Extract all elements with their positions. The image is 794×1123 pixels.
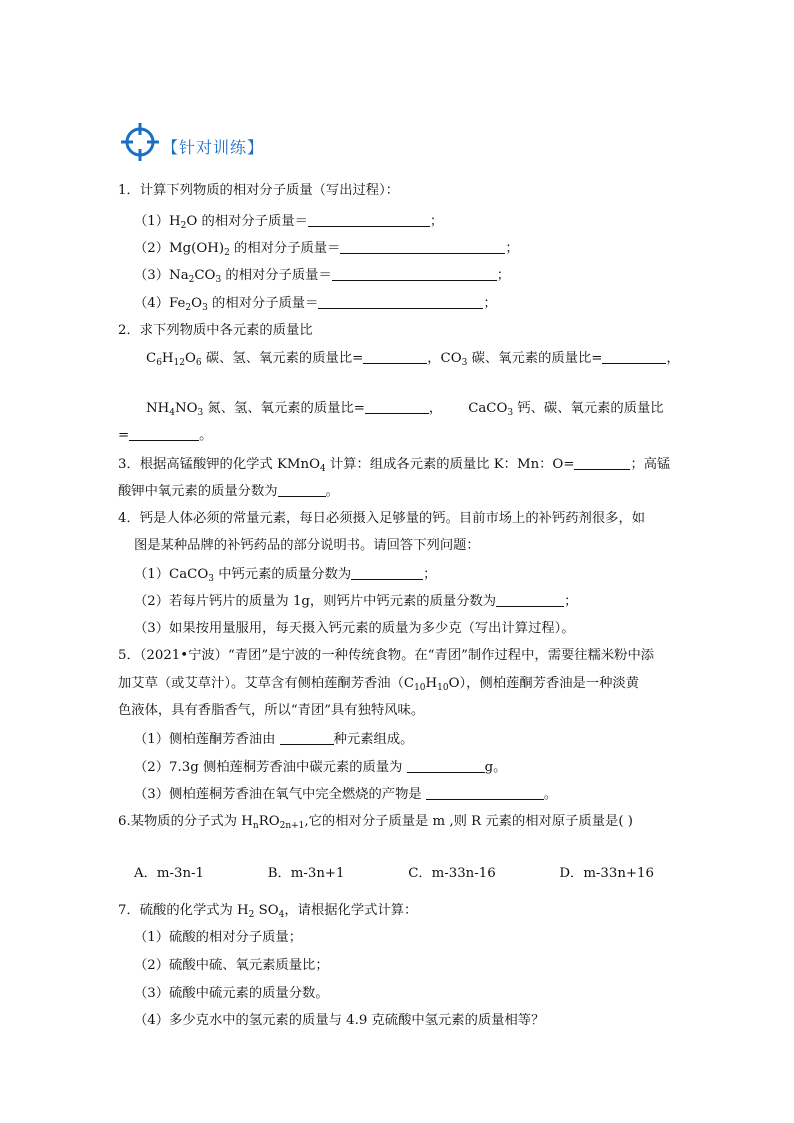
q2-line2: $NH_4NO_3$ 氮、氢、氧元素的质量比= ， CaCO$_3$ 钙、碳、氧元素的质量比 (146, 398, 664, 419)
q1-item-c: $(3)Na_2CO_3$ 的相对分子质量＝ ； (134, 265, 510, 286)
q7-item-a: （1）硫酸的相对分子质量； (134, 930, 303, 945)
answer-blank[interactable] (308, 211, 430, 227)
option-a[interactable]: A．m-3n-1 (134, 866, 204, 881)
q1-item-d: $(4)Fe_2O_3$ 的相对分子质量＝ ； (134, 293, 497, 314)
answer-blank[interactable] (602, 348, 666, 364)
option-b[interactable]: B．m-3n+1 (267, 866, 345, 881)
answer-blank[interactable] (574, 454, 630, 470)
q7-stem: 7．硫酸的化学式为 $H_2$ $SO_4$，请根据化学式计算： (118, 903, 418, 920)
q4-item-a: （1）CaCO$_3$ 中钙元素的质量分数为 ； (134, 564, 436, 585)
q2-stem: 2．求下列物质中各元素的质量比 (118, 323, 313, 338)
q4-item-c: （3）如果按用量服用，每天摄入钙元素的质量为多少克（写出计算过程）。 (134, 621, 575, 636)
q4-line1: 4．钙是人体必须的常量元素，每日必须摄入足够量的钙。目前市场上的补钙药剂很多，如 (118, 511, 646, 526)
section-header (120, 122, 264, 162)
q7-item-b: （2）硫酸中硫、氧元素质量比； (134, 958, 329, 973)
crosshair-target-icon (120, 122, 160, 162)
q6-stem: 6.某物质的分子式为 $H_nRO_{2n+1}$,它的相对分子质量是 m ,则 R 元素的相对原子质量是( ) (118, 814, 633, 831)
answer-blank[interactable] (496, 591, 564, 607)
option-c[interactable]: C．m-33n-16 (408, 866, 496, 881)
q2-line1: $C_6H_{12}O_6$ 碳、氢、氧元素的质量比= ，$CO_3$ 碳、氧元素的质量比= ， (146, 348, 680, 369)
q7-item-c: （3）硫酸中硫元素的质量分数。 (134, 986, 329, 1001)
answer-blank[interactable] (340, 238, 505, 254)
answer-blank[interactable] (278, 481, 326, 497)
answer-blank[interactable] (365, 398, 429, 414)
q1-item-a: $(1)H_2O$ 的相对分子质量＝ ； (134, 211, 443, 232)
q5-line2: 加艾草（或艾草汁）。艾草含有侧柏莲酮芳香油$(C_{10}H_{10}O)$，侧柏莲酮芳香油是一种淡黄 (118, 676, 639, 693)
q5-item-a: （1）侧柏莲酮芳香油由 种元素组成。 (134, 729, 413, 750)
q5-line3: 色液体，具有香脂香气，所以“青团”具有独特风味。 (118, 703, 425, 718)
q2-line3: = 。 (118, 425, 212, 446)
q5-item-b: （2）7.3g 侧柏莲桐芳香油中碳元素的质量为 g。 (134, 757, 506, 778)
q6-options (134, 864, 654, 884)
q3-line1: 3．根据高锰酸钾的化学式 KMnO$_4$ 计算：组成各元素的质量比 K：Mn：O= ；高锰 (118, 454, 670, 475)
q3-line2: 酸钾中氧元素的质量分数为 。 (118, 481, 339, 502)
q7-item-d: （4）多少克水中的氢元素的质量与 4.9 克硫酸中氢元素的质量相等？ (134, 1013, 545, 1028)
answer-blank[interactable] (280, 729, 334, 745)
q5-line1: 5．（2021•宁波）“青团”是宁波的一种传统食物。在“青团”制作过程中，需要往糯米粉中添 (118, 648, 655, 663)
answer-blank[interactable] (426, 784, 544, 800)
answer-blank[interactable] (351, 564, 423, 580)
q5-item-c: （3）侧柏莲桐芳香油在氧气中完全燃烧的产物是 。 (134, 784, 557, 805)
q1-stem: 1．计算下列物质的相对分子质量（写出过程）： (118, 183, 400, 198)
answer-blank[interactable] (407, 757, 485, 773)
option-d[interactable]: D．m-33n+16 (559, 866, 654, 881)
section-title: 【针对训练】 (162, 137, 265, 157)
answer-blank[interactable] (363, 348, 427, 364)
q4-line2: 图是某种品牌的补钙药品的部分说明书。请回答下列问题： (134, 538, 480, 553)
answer-blank[interactable] (318, 293, 483, 309)
q4-item-b: （2）若每片钙片的质量为 1g，则钙片中钙元素的质量分数为 ； (134, 591, 577, 612)
q1-item-b: $(2)Mg(OH)_2$ 的相对分子质量＝ ； (134, 238, 519, 259)
answer-blank[interactable] (332, 265, 497, 281)
answer-blank[interactable] (129, 425, 199, 441)
